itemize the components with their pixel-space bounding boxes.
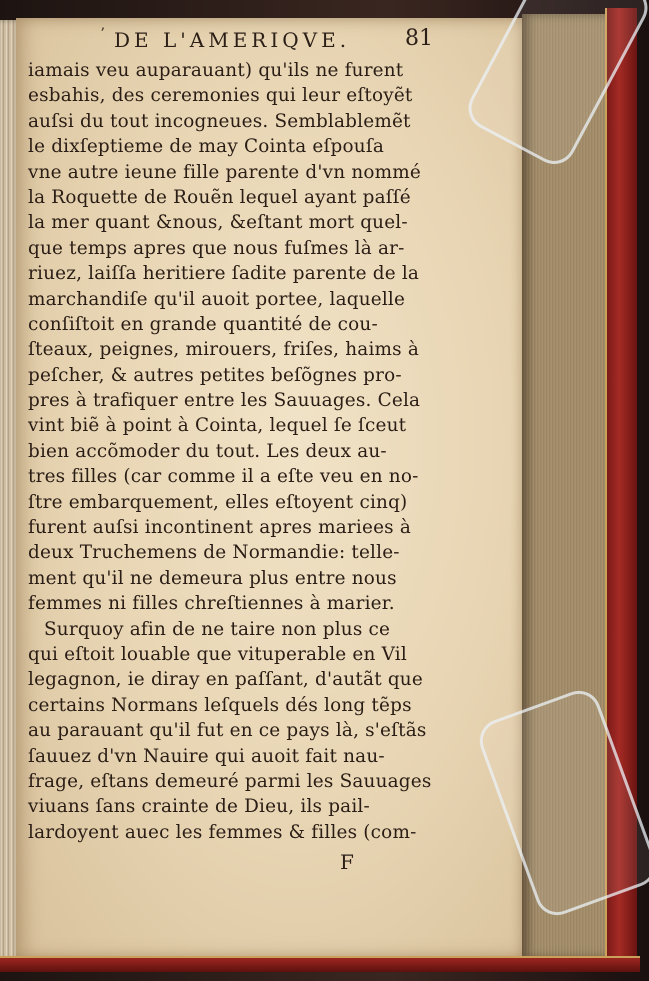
text-line: frage, eſtans demeuré parmi les Sauuages <box>28 770 432 792</box>
text-line: pres à trafiquer entre les Sauuages. Cela <box>28 390 421 412</box>
text-line: que temps apres que nous fuſmes là ar- <box>28 237 405 259</box>
text-line: bien accõmoder du tout. Les deux au- <box>28 440 387 462</box>
page-number: 81 <box>405 26 433 51</box>
text-line: riuez, laiſſa heritiere ſadite parente de la <box>28 263 420 285</box>
text-line: furent auſsi incontinent apres mariees à <box>28 517 411 539</box>
text-line: ſteaux, peignes, mirouers, friſes, haims à <box>28 339 420 361</box>
text-line: legagnon, ie diray en paſſant, d'autãt que <box>28 669 423 691</box>
text-line: ſtre embarquement, elles eſtoyent cinq) <box>28 491 408 513</box>
text-line: le dixſeptieme de may Cointa eſpouſa <box>28 136 384 158</box>
text-line: vint biẽ à point à Cointa, lequel ſe ſceut <box>28 415 407 437</box>
text-line: qui eſtoit louable que vituperable en Vil <box>28 643 407 665</box>
text-line: au parauant qu'il fut en ce pays là, s'eſtãs <box>28 720 427 742</box>
text-line: ment qu'il ne demeura plus entre nous <box>28 567 397 589</box>
text-line: la Roquette de Rouẽn lequel ayant paſſé <box>28 186 411 208</box>
page-body-text <box>28 58 432 845</box>
text-line: peſcher, & autres petites beſõgnes pro- <box>28 364 402 386</box>
text-line: vne autre ieune fille parente d'vn nommé <box>28 161 422 183</box>
text-line: la mer quant &nous, &eſtant mort quel- <box>28 212 408 234</box>
text-line: lardoyent auec les femmes & filles (com- <box>28 821 417 843</box>
running-header <box>100 28 435 58</box>
text-line: Surquoy afin de ne taire non plus ce <box>44 618 391 640</box>
text-line: deux Truchemens de Normandie: telle- <box>28 542 400 564</box>
text-line: femmes ni filles chreſtiennes à marier. <box>28 593 395 615</box>
text-line: certains Normans leſquels dés long tẽps <box>28 694 412 716</box>
red-cover-bottom <box>0 956 640 972</box>
header-ornament: ʼ <box>100 26 109 42</box>
text-line: iamais veu auparauant) qu'ils ne furent <box>28 60 404 81</box>
text-line: tres filles (car comme il a eſte veu en no- <box>28 466 419 488</box>
text-line: auſsi du tout incogneues. Semblablemẽt <box>28 110 411 132</box>
text-line: marchandiſe qu'il auoit portee, laquelle <box>28 288 406 310</box>
text-line: ſauuez d'vn Nauire qui auoit fait nau- <box>28 745 385 767</box>
text-line: viuans ſans crainte de Dieu, ils pail- <box>28 796 370 818</box>
signature-mark: F <box>340 850 354 874</box>
text-line: conſiſtoit en grande quantité de cou- <box>28 313 378 335</box>
text-line: esbahis, des ceremonies qui leur eſtoyẽt <box>28 85 413 107</box>
running-title: DE L'AMERIQVE. <box>114 28 351 52</box>
